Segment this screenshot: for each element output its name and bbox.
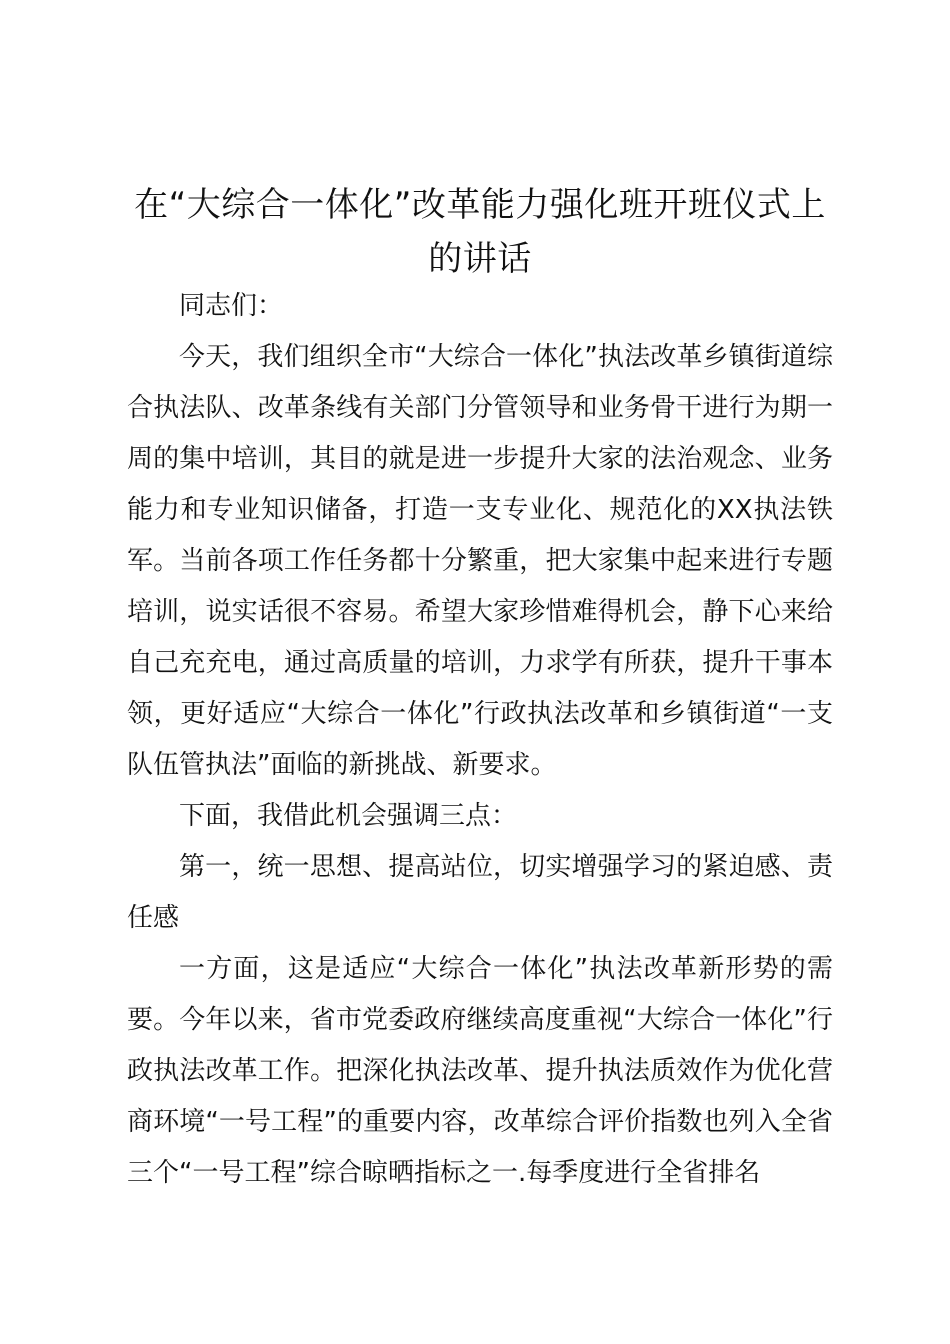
paragraph-2: 下面，我借此机会强调三点： — [179, 801, 518, 831]
salutation: 同志们： — [179, 291, 284, 321]
paragraph-1: 今天，我们组织全市“大综合一体化”执法改革乡镇街道综合执法队、改革条线有关部门分管领导和业务骨干进行为期一周的集中培训，其目的就是进一步提升大家的法治观念、业务能力和专业知识储备，打造一支专业化、规范化的XX执法铁军。当前各项工作任务都十分繁重，把大家集中起来进行专题培训，说实话很不容易。希望大家珍惜难得机会，静下心来给自己充充电，通过高质量的培训，力求学有所获，提升干事本领，更好适应“大综合一体化”行政执法改革和乡镇街道“一支队伍管执法”面临的新挑战、新要求。 — [127, 342, 833, 780]
paragraph-3: 第一，统一思想、提高站位，切实增强学习的紧迫感、责任感 — [127, 852, 833, 933]
paragraph-4: 一方面，这是适应“大综合一体化”执法改革新形势的需要。今年以来，省市党委政府继续高度重视“大综合一体化”行政执法改革工作。把深化执法改革、提升执法质效作为优化营商环境“一号工程”的重要内容，改革综合评价指数也列入全省三个“一号工程”综合晾晒指标之一.每季度进行全省排名 — [127, 954, 833, 1188]
document-body — [127, 281, 833, 1199]
document-title: 在“大综合一体化”改革能力强化班开班仪式上的讲话 — [134, 185, 826, 279]
